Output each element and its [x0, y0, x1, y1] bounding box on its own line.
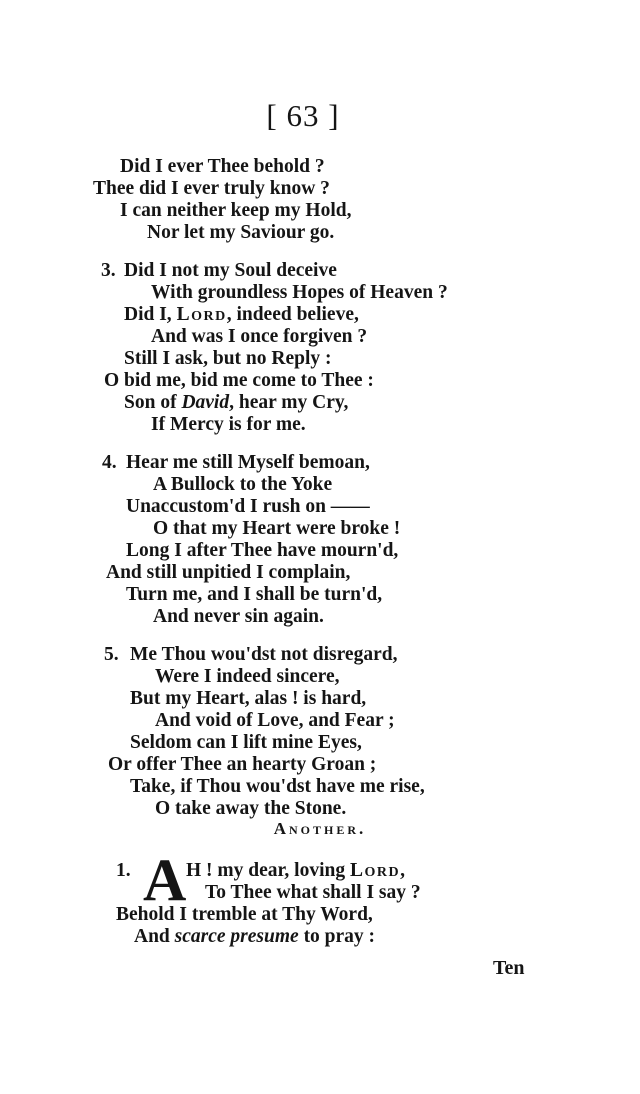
verse-text: Did I,: [124, 304, 177, 325]
verse-line: Behold I tremble at Thy Word,: [116, 904, 373, 925]
verse-text: to pray :: [298, 926, 376, 947]
verse-line: I can neither keep my Hold,: [120, 200, 352, 221]
verse-line: O that my Heart were broke !: [153, 518, 401, 539]
verse-line: To Thee what shall I say ?: [205, 882, 421, 903]
verse-line: A Bullock to the Yoke: [153, 474, 333, 495]
verse-line: Thee did I ever truly know ?: [93, 178, 330, 199]
verse-text: H ! my dear, loving: [186, 860, 350, 881]
verse-line: Still I ask, but no Reply :: [124, 348, 332, 369]
verse-line: Unaccustom'd I rush on ——: [126, 496, 370, 517]
stanza-number: 1.: [116, 860, 131, 881]
verse-line: Seldom can I lift mine Eyes,: [130, 732, 362, 753]
verse-line: Hear me still Myself bemoan,: [126, 452, 370, 473]
stanza-number: 4.: [102, 452, 117, 473]
catchword: Ten: [493, 957, 525, 979]
verse-line: Did I not my Soul deceive: [124, 260, 337, 281]
section-heading: Another.: [273, 819, 367, 838]
verse-text: ,: [400, 860, 405, 881]
verse-line: [186, 860, 405, 882]
verse-line: Take, if Thou wou'dst have me rise,: [130, 776, 425, 797]
verse-line: And still unpitied I complain,: [106, 562, 351, 583]
verse-line: And void of Love, and Fear ;: [155, 710, 395, 731]
verse-line: Me Thou wou'dst not disregard,: [130, 644, 398, 665]
verse-line: And never sin again.: [153, 606, 324, 627]
stanza-number: 5.: [104, 644, 119, 665]
lord-small-caps: Lord: [349, 860, 401, 881]
verse-text: Son of: [124, 392, 182, 413]
verse-line: Turn me, and I shall be turn'd,: [126, 584, 383, 605]
scarce-presume-italic: scarce presume: [174, 926, 299, 947]
page-number: [ 63 ]: [266, 98, 340, 133]
verse-line: Did I ever Thee behold ?: [120, 156, 325, 177]
drop-cap: A: [143, 847, 187, 913]
verse-line: Long I after Thee have mourn'd,: [126, 540, 399, 561]
verse-text: And: [134, 926, 175, 947]
verse-line: Or offer Thee an hearty Groan ;: [108, 754, 377, 775]
lord-small-caps: Lord: [176, 304, 227, 325]
verse-line: If Mercy is for me.: [151, 414, 306, 435]
verse-line: [134, 926, 375, 948]
verse-text: , hear my Cry,: [229, 392, 349, 413]
verse-line: O take away the Stone.: [155, 798, 347, 819]
verse-line: Nor let my Saviour go.: [147, 222, 335, 243]
verse-line: O bid me, bid me come to Thee :: [104, 370, 374, 391]
verse-line: [124, 304, 359, 326]
david-italic: David: [181, 392, 230, 413]
verse-line: And was I once forgiven ?: [151, 326, 368, 347]
verse-line: Were I indeed sincere,: [155, 666, 340, 687]
verse-line: But my Heart, alas ! is hard,: [130, 688, 367, 709]
stanza-number: 3.: [101, 260, 116, 281]
verse-line: [124, 392, 348, 414]
verse-text: , indeed believe,: [226, 304, 359, 325]
verse-line: With groundless Hopes of Heaven ?: [151, 282, 448, 303]
